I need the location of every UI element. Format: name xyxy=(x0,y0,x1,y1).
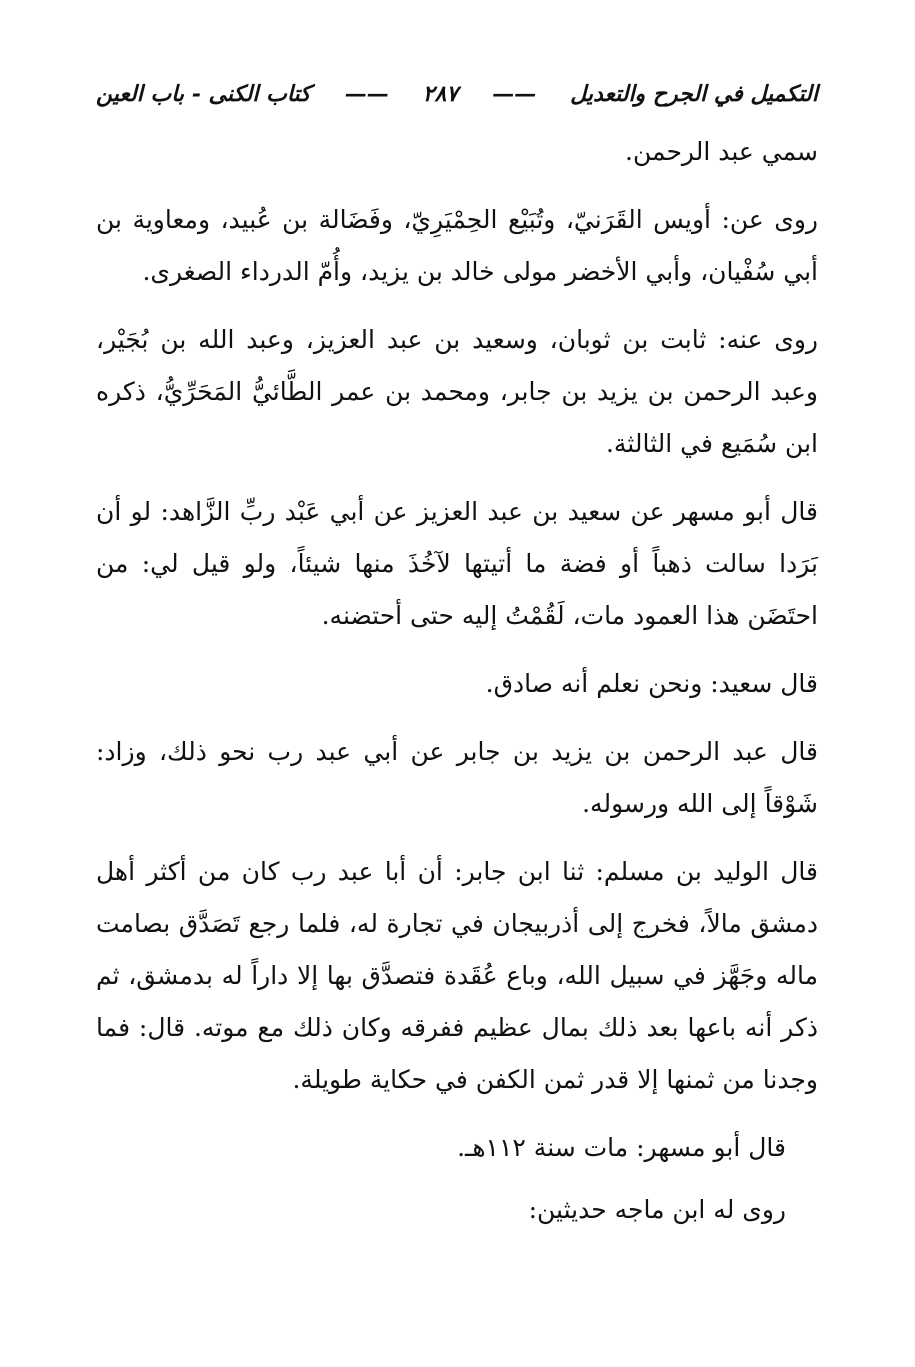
header-separator-left: —— xyxy=(344,81,389,107)
paragraph-ibn-majah: روى له ابن ماجه حديثين: xyxy=(528,1195,786,1224)
header-book-title: التكميل في الجرح والتعديل xyxy=(570,81,818,107)
paragraph-name: سمي عبد الرحمن. xyxy=(625,137,818,166)
paragraph-said-quote: قال سعيد: ونحن نعلم أنه صادق. xyxy=(485,669,818,698)
paragraph-narrated-from: روى عن: أويس القَرَنيّ، وتُبَيْع الحِمْيَرِيّ، وفَضَالة بن عُبيد، ومعاوية بن أبي سُفْيان، وأبي الأخضر مولى خالد بن يزيد، وأُمّ الدرداء الصغرى. xyxy=(96,205,818,286)
header-section-title: كتاب الكنى - باب العين xyxy=(96,81,311,107)
paragraph-death-year: قال أبو مسهر: مات سنة ١١٢هـ. xyxy=(457,1133,786,1162)
page-body xyxy=(96,70,818,1246)
header-page-number: ٢٨٧ xyxy=(422,81,459,107)
header-separator-right: —— xyxy=(492,81,537,107)
running-header xyxy=(96,70,818,118)
paragraph-walid-quote: قال الوليد بن مسلم: ثنا ابن جابر: أن أبا عبد رب كان من أكثر أهل دمشق مالاً، فخرج إلى أذربيجان في تجارة له، فلما رجع تَصَدَّق بصامت ماله وجَهَّز في سبيل الله، وباع عُقَدة فتصدَّق بها إلا داراً له بدمشق، ثم ذكر أنه باعها بعد ذلك بمال عظيم ففرقه وكان ذلك مع موته. قال: فما وجدنا من ثمنها إلا قدر ثمن الكفن في حكاية طويلة. xyxy=(96,857,818,1094)
paragraph-narrated-by: روى عنه: ثابت بن ثوبان، وسعيد بن عبد العزيز، وعبد الله بن بُجَيْر، وعبد الرحمن بن يزيد بن جابر، ومحمد بن عمر الطَّائيُّ المَحَرِّيُّ، ذكره ابن سُمَيع في الثالثة. xyxy=(96,325,818,458)
paragraph-abu-mushir-quote: قال أبو مسهر عن سعيد بن عبد العزيز عن أبي عَبْد ربِّ الزَّاهد: لو أن بَرَدا سالت ذهباً أو فضة ما أتيتها لآخُذَ منها شيئاً، ولو قيل لي: من احتَضَن هذا العمود مات، لَقُمْتُ إليه حتى أحتضنه. xyxy=(96,497,818,630)
paragraph-abd-al-rahman-quote: قال عبد الرحمن بن يزيد بن جابر عن أبي عبد رب نحو ذلك، وزاد: شَوْقاً إلى الله ورسوله. xyxy=(96,737,818,818)
